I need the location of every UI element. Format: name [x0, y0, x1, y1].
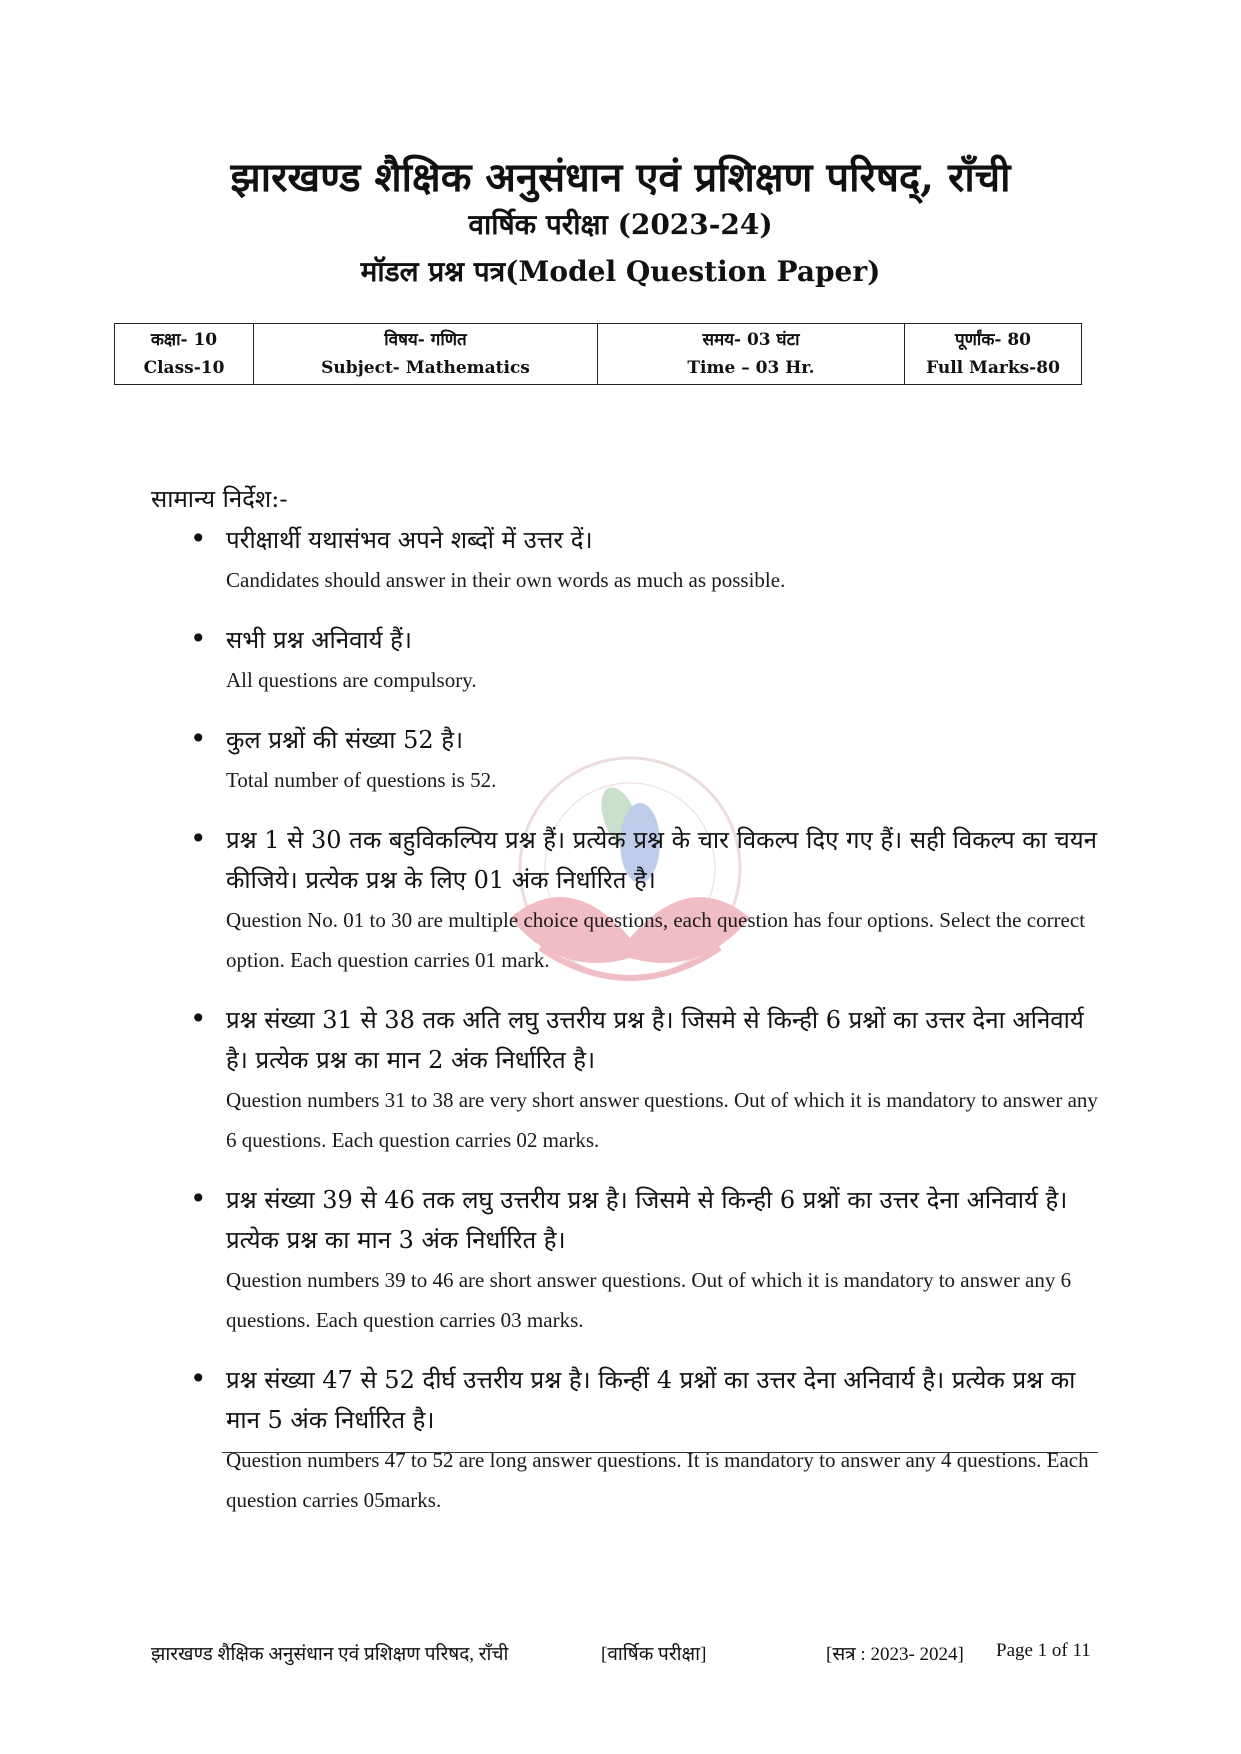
exam-subtitle: वार्षिक परीक्षा (2023-24)	[468, 208, 773, 241]
bullet-icon: •	[190, 1362, 207, 1395]
instruction-english: Total number of questions is 52.	[226, 768, 497, 792]
class-hindi: कक्षा- 10	[150, 330, 218, 350]
instruction-hindi: प्रश्न संख्या 31 से 38 तक अति लघु उत्तरीय प्रश्न है। जिसमे से किन्ही 6 प्रश्नों का उत्तर देना अनिवार्य है। प्रत्येक प्रश्न का मान 2 अंक निर्धारित है।	[226, 1006, 1084, 1074]
subject-english: Subject- Mathematics	[321, 358, 530, 378]
page-title: झारखण्ड शैक्षिक अनुसंधान एवं प्रशिक्षण परिषद्, राँची	[230, 154, 1011, 201]
footer-page-number: Page 1 of 11	[996, 1640, 1091, 1661]
footer-session: [सत्र : 2023- 2024]	[826, 1644, 964, 1665]
instruction-hindi: प्रश्न 1 से 30 तक बहुविकल्पिय प्रश्न हैं। प्रत्येक प्रश्न के चार विकल्प दिए गए हैं। सही विकल्प का चयन कीजिये। प्रत्येक प्रश्न के लिए 01 अंक निर्धारित है।	[226, 826, 1097, 894]
general-instructions-heading: सामान्य निर्देश:-	[151, 485, 288, 513]
time-hindi: समय- 03 घंटा	[702, 330, 800, 350]
instruction-english: Question No. 01 to 30 are multiple choice questions, each question has four options. Select the correct option. Each question carries 01 mark.	[226, 908, 1086, 972]
instruction-hindi: प्रश्न संख्या 39 से 46 तक लघु उत्तरीय प्रश्न है। जिसमे से किन्ही 6 प्रश्नों का उत्तर देना अनिवार्य है। प्रत्येक प्रश्न का मान 3 अंक निर्धारित है।	[226, 1186, 1068, 1254]
instruction-english: Question numbers 47 to 52 are long answer questions. It is mandatory to answer any 4 questions. Each question carries 05marks.	[226, 1448, 1089, 1512]
class-english: Class-10	[143, 358, 225, 378]
marks-hindi: पूर्णांक- 80	[954, 330, 1032, 350]
list-item	[190, 620, 1100, 700]
subject-hindi: विषय- गणित	[384, 330, 467, 350]
list-item	[190, 1000, 1100, 1160]
instruction-english: Candidates should answer in their own words as much as possible.	[226, 568, 786, 592]
class-cell	[115, 324, 254, 385]
bullet-icon: •	[190, 822, 207, 855]
instruction-hindi: परीक्षार्थी यथासंभव अपने शब्दों में उत्तर दें।	[226, 526, 593, 554]
time-cell	[598, 324, 905, 385]
bullet-icon: •	[190, 1002, 207, 1035]
bullet-icon: •	[190, 1182, 207, 1215]
instruction-english: Question numbers 39 to 46 are short answer questions. Out of which it is mandatory to answer any 6 questions. Each question carries 03 marks.	[226, 1268, 1072, 1332]
instruction-hindi: कुल प्रश्नों की संख्या 52 है।	[226, 726, 464, 754]
list-item	[190, 720, 1100, 800]
list-item	[190, 520, 1100, 600]
bullet-icon: •	[190, 622, 207, 655]
list-item	[190, 1360, 1100, 1520]
instruction-english: Question numbers 31 to 38 are very short answer questions. Out of which it is mandatory to answer any 6 questions. Each question carries 02 marks.	[226, 1088, 1098, 1152]
time-english: Time – 03 Hr.	[687, 358, 815, 378]
paper-type-heading: मॉडल प्रश्न पत्र(Model Question Paper)	[360, 255, 881, 288]
list-item	[190, 820, 1100, 980]
instruction-english: All questions are compulsory.	[226, 668, 477, 692]
exam-info-table	[114, 323, 1082, 385]
bullet-icon: •	[190, 522, 207, 555]
instructions-list	[190, 520, 1100, 1540]
section-divider	[222, 1452, 1098, 1453]
marks-cell	[905, 324, 1082, 385]
bullet-icon: •	[190, 722, 207, 755]
list-item	[190, 1180, 1100, 1340]
marks-english: Full Marks-80	[926, 358, 1060, 378]
instruction-hindi: प्रश्न संख्या 47 से 52 दीर्घ उत्तरीय प्रश्न है। किन्हीं 4 प्रश्नों का उत्तर देना अनिवार्य है। प्रत्येक प्रश्न का मान 5 अंक निर्धारित है।	[226, 1366, 1076, 1434]
footer-exam-name: [वार्षिक परीक्षा]	[601, 1644, 707, 1665]
instruction-hindi: सभी प्रश्न अनिवार्य हैं।	[226, 626, 413, 654]
footer-organization: झारखण्ड शैक्षिक अनुसंधान एवं प्रशिक्षण परिषद, राँची	[151, 1644, 509, 1665]
subject-cell	[254, 324, 598, 385]
exam-info-row	[115, 324, 1082, 385]
